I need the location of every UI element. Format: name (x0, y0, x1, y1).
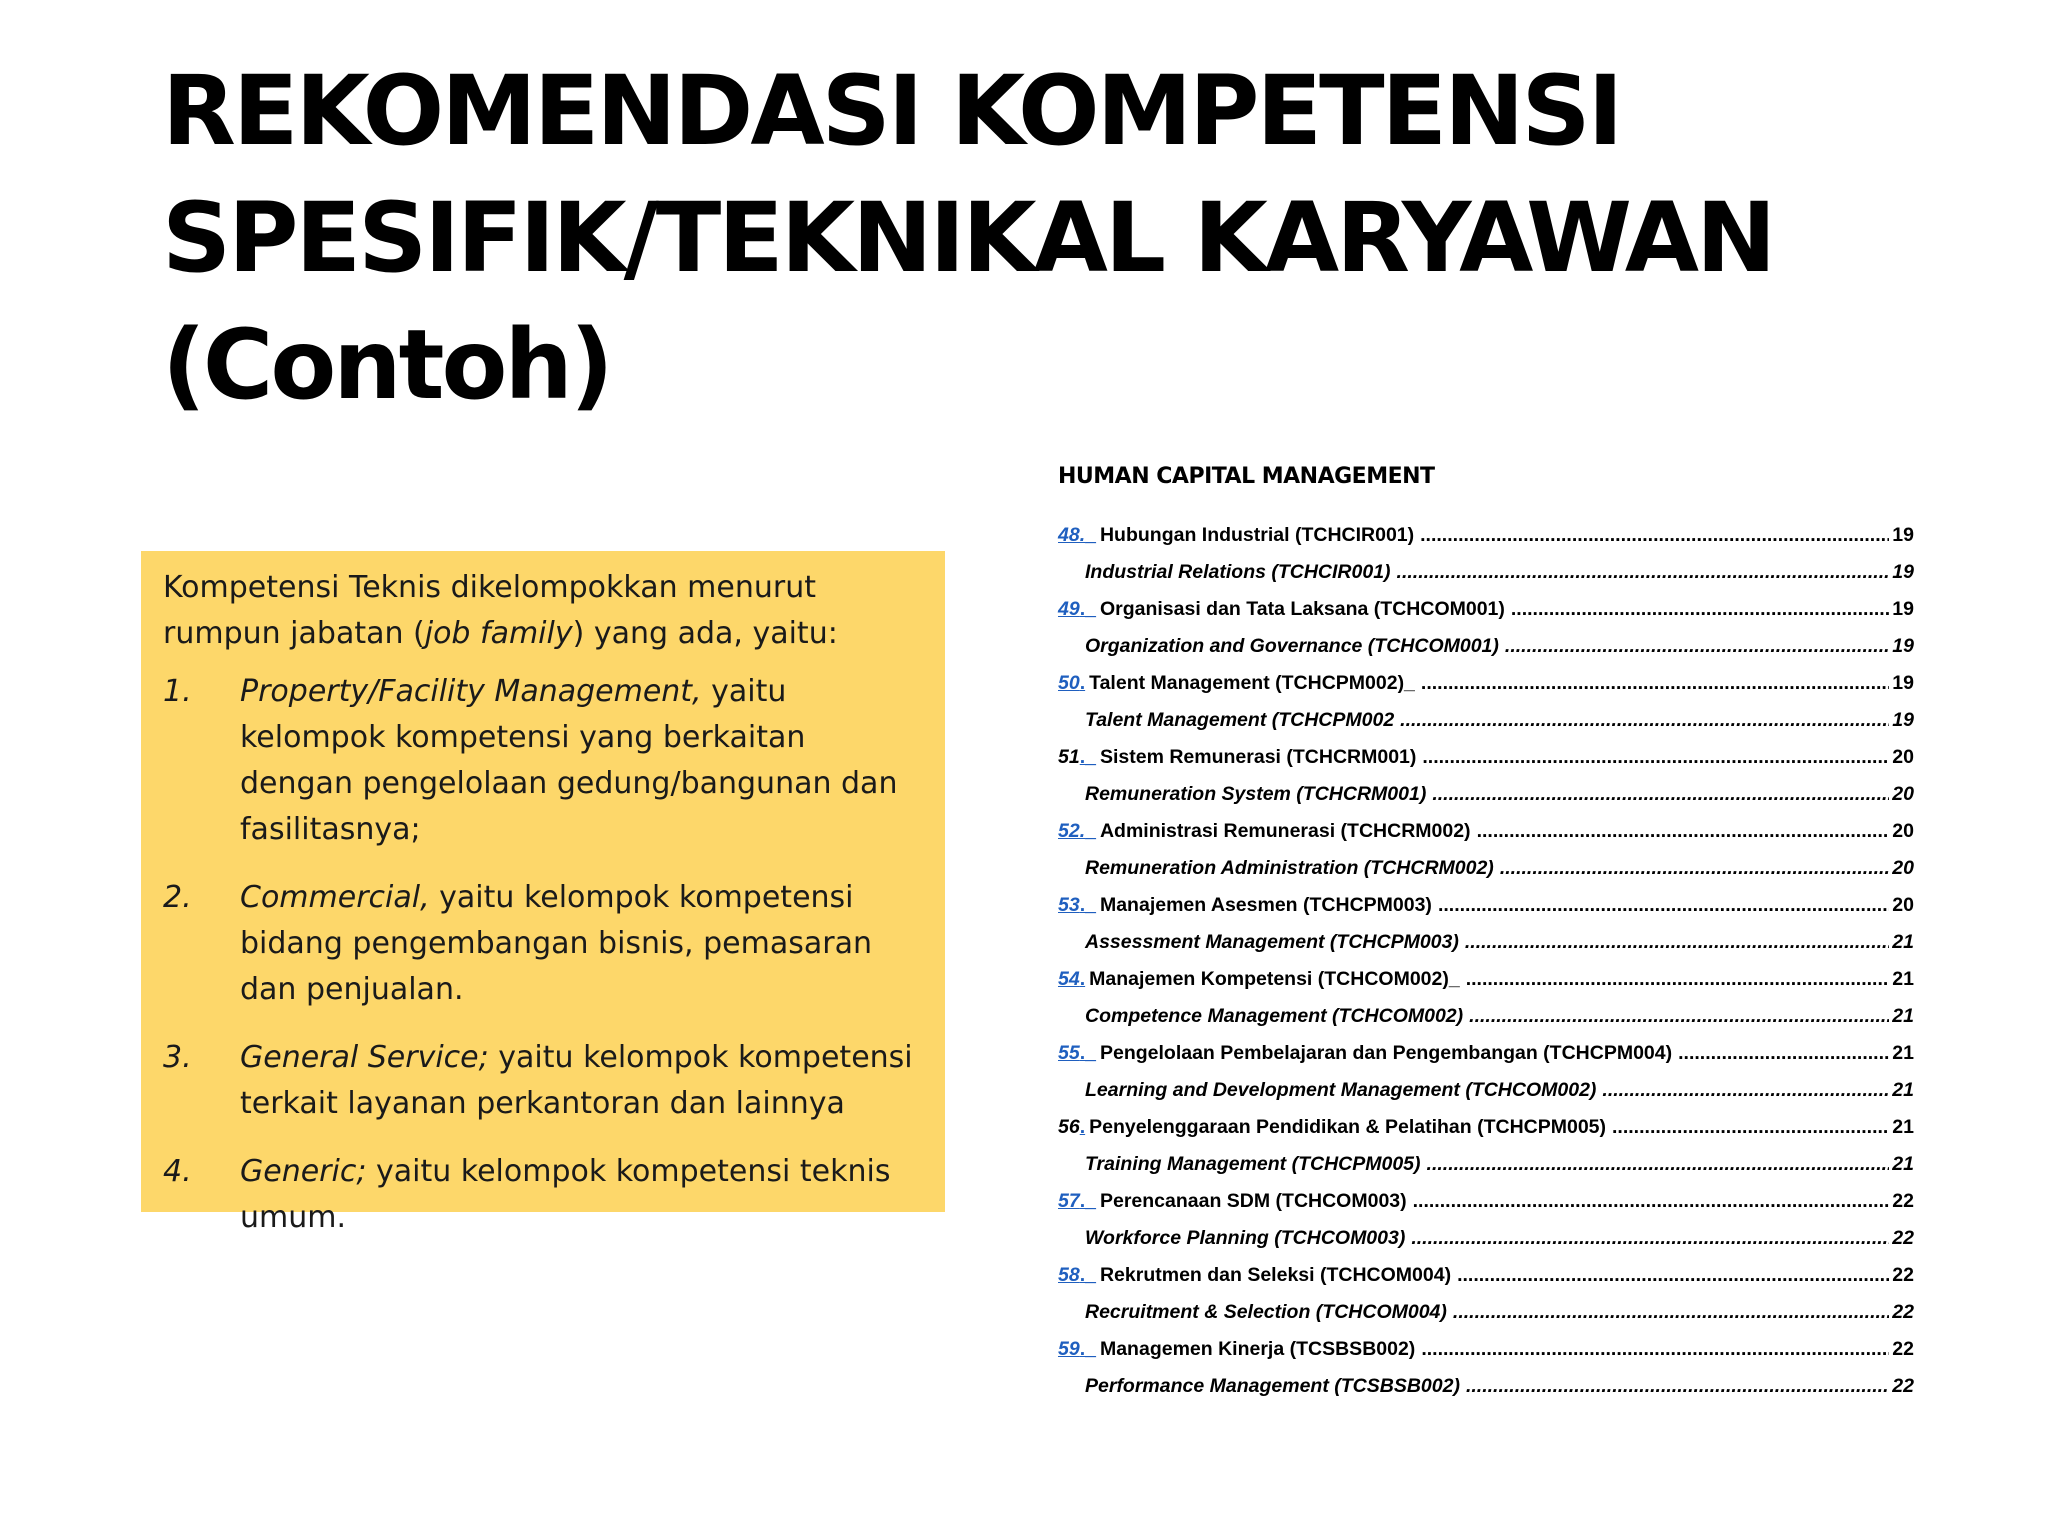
toc-dot-leader (1505, 628, 1889, 665)
toc-entry-number-link[interactable]: 53 (1058, 894, 1080, 916)
toc-entry-number-link[interactable]: 59 (1058, 1338, 1080, 1360)
toc-page-number: 21 (1892, 1042, 1914, 1064)
list-item-number: 2. (163, 880, 192, 915)
toc-entry-english[interactable] (1058, 1146, 1914, 1183)
list-item-term: Generic; (240, 1154, 367, 1189)
toc-entry-english[interactable] (1058, 1368, 1914, 1405)
toc-dot-leader (1466, 961, 1890, 998)
toc-page-number: 19 (1892, 672, 1914, 694)
list-item-number: 3. (163, 1040, 192, 1075)
toc-entry-separator: ._ (1079, 1338, 1096, 1360)
toc-entry-label: Talent Management (TCHCPM002 (1085, 709, 1395, 731)
toc-entry-label: Administrasi Remunerasi (TCHCRM002) (1099, 820, 1471, 842)
list-item-number: 1. (163, 674, 192, 709)
toc-dot-leader (1420, 517, 1889, 554)
toc-entry-number-link[interactable]: 55 (1058, 1042, 1080, 1064)
toc-entry-english[interactable] (1058, 554, 1914, 591)
toc-entry-separator: ._ (1079, 1042, 1096, 1064)
toc-entry-label: Industrial Relations (TCHCIR001) (1085, 561, 1391, 583)
list-item (163, 669, 915, 853)
toc-page-number: 21 (1892, 1116, 1914, 1138)
job-family-list (163, 669, 915, 1241)
list-item-text: yaitu kelompok kompetensi teknis umum. (240, 1154, 891, 1235)
slide-title (162, 48, 1922, 429)
toc-entry-english[interactable] (1058, 628, 1914, 665)
list-item (163, 875, 915, 1013)
toc-dot-leader (1466, 1368, 1889, 1405)
intro-text-part-2: ) yang ada, yaitu: (572, 616, 838, 651)
toc-page-number: 21 (1892, 968, 1914, 990)
toc-dot-leader (1612, 1109, 1889, 1146)
list-item-number: 4. (163, 1154, 192, 1189)
toc-page-number: 22 (1892, 1227, 1914, 1249)
toc-entry-label: Managemen Kinerja (TCSBSB002) (1099, 1338, 1416, 1360)
toc-entry-english[interactable] (1058, 850, 1914, 887)
toc-entry-english[interactable] (1058, 702, 1914, 739)
toc-entry-label: Penyelenggaraan Pendidikan & Pelatihan (TCHCPM005) (1089, 1116, 1607, 1138)
toc-dot-leader (1457, 1257, 1889, 1294)
toc-entry-label: Manajemen Asesmen (TCHCPM003) (1099, 894, 1432, 916)
toc-page-number: 21 (1892, 931, 1914, 953)
toc-entry-label: Rekrutmen dan Seleksi (TCHCOM004) (1099, 1264, 1452, 1286)
toc-entry-separator: ._ (1079, 746, 1096, 768)
toc-entry-english[interactable] (1058, 924, 1914, 961)
toc-dot-leader (1400, 702, 1889, 739)
toc-page-number: 22 (1892, 1338, 1914, 1360)
toc-dot-leader (1397, 554, 1890, 591)
toc-entry[interactable] (1058, 813, 1914, 850)
toc-entry[interactable] (1058, 591, 1914, 628)
toc-entry-separator: . (1079, 672, 1086, 694)
toc-dot-leader (1411, 1220, 1889, 1257)
toc-entry-number-link[interactable]: 48. (1058, 524, 1086, 546)
toc-page-number: 19 (1892, 635, 1914, 657)
toc-entry-english[interactable] (1058, 1072, 1914, 1109)
list-item-term: General Service; (240, 1040, 489, 1075)
toc-dot-leader (1511, 591, 1889, 628)
toc-heading: HUMAN CAPITAL MANAGEMENT (1058, 464, 1435, 489)
toc-page-number: 20 (1892, 783, 1914, 805)
toc-entry-label: Training Management (TCHCPM005) (1085, 1153, 1421, 1175)
toc-entry[interactable] (1058, 1109, 1914, 1146)
toc-page-number: 19 (1892, 598, 1914, 620)
list-item-text: yaitu kelompok kompetensi terkait layanan perkantoran dan lainnya (240, 1040, 913, 1121)
toc-page-number: 21 (1892, 1079, 1914, 1101)
toc-entry-label: Workforce Planning (TCHCOM003) (1085, 1227, 1406, 1249)
toc-entry-label: Recruitment & Selection (TCHCOM004) (1085, 1301, 1447, 1323)
toc-page-number: 22 (1892, 1190, 1914, 1212)
toc-entry-number-link[interactable]: 52. (1058, 820, 1086, 842)
list-item (163, 1149, 915, 1241)
toc-dot-leader (1421, 1331, 1889, 1368)
toc-dot-leader (1477, 813, 1890, 850)
toc-entry-separator: _ (1085, 524, 1096, 546)
list-item-term: Property/Facility Management, (240, 674, 702, 709)
toc-entry-label: Manajemen Kompetensi (TCHCOM002)_ (1089, 968, 1460, 990)
toc-entry-separator: ._ (1079, 1190, 1096, 1212)
list-item-term: Commercial, (240, 880, 430, 915)
intro-text-emphasis: job family (424, 616, 573, 651)
toc-dot-leader (1438, 887, 1889, 924)
toc-entry-separator: ._ (1079, 1264, 1096, 1286)
toc-entry[interactable] (1058, 739, 1914, 776)
slide-title-line-3: (Contoh) (162, 309, 611, 421)
toc-entry-label: Competence Management (TCHCOM002) (1085, 1005, 1464, 1027)
slide-title-line-1: REKOMENDASI KOMPETENSI (162, 55, 1621, 167)
toc-entry-separator: . (1079, 1116, 1086, 1138)
toc-dot-leader (1422, 739, 1889, 776)
slide-title-line-2: SPESIFIK/TEKNIKAL KARYAWAN (162, 182, 1774, 294)
toc-entry-number-link[interactable]: 54 (1058, 968, 1080, 990)
list-item (163, 1035, 915, 1127)
toc-page-number: 20 (1892, 746, 1914, 768)
toc-entry-number-link[interactable]: 56 (1058, 1116, 1080, 1138)
toc-entry-label: Organization and Governance (TCHCOM001) (1085, 635, 1499, 657)
toc-entries (1058, 517, 1914, 1405)
toc-entry-separator: ._ (1079, 598, 1096, 620)
toc-page-number: 20 (1892, 894, 1914, 916)
toc-entry[interactable] (1058, 1035, 1914, 1072)
toc-page-number: 22 (1892, 1301, 1914, 1323)
toc-dot-leader (1453, 1294, 1889, 1331)
toc-dot-leader (1500, 850, 1889, 887)
intro-text (163, 565, 915, 657)
toc-entry-number-link[interactable]: 57 (1058, 1190, 1080, 1212)
toc-entry[interactable] (1058, 1183, 1914, 1220)
toc-entry-english[interactable] (1058, 1220, 1914, 1257)
toc-entry-label: Assessment Management (TCHCPM003) (1085, 931, 1459, 953)
toc-entry-label: Hubungan Industrial (TCHCIR001) (1099, 524, 1415, 546)
toc-entry-number-link[interactable]: 51 (1058, 746, 1080, 768)
table-of-contents (1058, 455, 1914, 1405)
toc-entry-number-link[interactable]: 49 (1058, 598, 1080, 620)
toc-entry-number-link[interactable]: 58 (1058, 1264, 1080, 1286)
toc-page-number: 19 (1892, 524, 1914, 546)
toc-dot-leader (1432, 776, 1889, 813)
toc-entry-english[interactable] (1058, 1294, 1914, 1331)
toc-dot-leader (1465, 924, 1889, 961)
toc-page-number: 21 (1892, 1153, 1914, 1175)
toc-page-number: 19 (1892, 709, 1914, 731)
toc-entry[interactable] (1058, 1331, 1914, 1368)
toc-entry-separator: . (1079, 968, 1086, 990)
toc-entry[interactable] (1058, 665, 1914, 702)
toc-page-number: 21 (1892, 1005, 1914, 1027)
toc-entry-label: Performance Management (TCSBSB002) (1085, 1375, 1460, 1397)
toc-dot-leader (1427, 1146, 1890, 1183)
toc-page-number: 22 (1892, 1264, 1914, 1286)
competency-info-box (141, 551, 945, 1235)
toc-entry[interactable] (1058, 517, 1914, 554)
toc-entry-separator: ._ (1079, 894, 1096, 916)
toc-entry-label: Organisasi dan Tata Laksana (TCHCOM001) (1099, 598, 1505, 620)
toc-dot-leader (1421, 665, 1889, 702)
toc-entry-label: Remuneration Administration (TCHCRM002) (1085, 857, 1494, 879)
toc-entry-separator: _ (1085, 820, 1096, 842)
toc-entry-english[interactable] (1058, 998, 1914, 1035)
intro-text-part-1: Kompetensi Teknis dikelompokkan menurut rumpun jabatan ( (163, 570, 816, 651)
toc-page-number: 20 (1892, 857, 1914, 879)
list-item-text: yaitu kelompok kompetensi yang berkaitan dengan pengelolaan gedung/bangunan dan fasilitasnya; (240, 674, 898, 847)
toc-entry[interactable] (1058, 961, 1914, 998)
toc-entry-english[interactable] (1058, 776, 1914, 813)
toc-entry-label: Remuneration System (TCHCRM001) (1085, 783, 1427, 805)
toc-page-number: 20 (1892, 820, 1914, 842)
toc-page-number: 22 (1892, 1375, 1914, 1397)
list-item-text: yaitu kelompok kompetensi bidang pengembangan bisnis, pemasaran dan penjualan. (240, 880, 872, 1007)
toc-dot-leader (1469, 998, 1889, 1035)
toc-dot-leader (1413, 1183, 1890, 1220)
toc-entry-label: Perencanaan SDM (TCHCOM003) (1099, 1190, 1407, 1212)
toc-page-number: 19 (1892, 561, 1914, 583)
toc-entry-label: Talent Management (TCHCPM002)_ (1089, 672, 1415, 694)
toc-entry-label: Learning and Development Management (TCHCOM002) (1085, 1079, 1597, 1101)
toc-entry-label: Pengelolaan Pembelajaran dan Pengembangan (TCHCPM004) (1099, 1042, 1673, 1064)
toc-dot-leader (1602, 1072, 1889, 1109)
toc-entry[interactable] (1058, 1257, 1914, 1294)
toc-entry[interactable] (1058, 887, 1914, 924)
toc-entry-number-link[interactable]: 50 (1058, 672, 1080, 694)
toc-dot-leader (1678, 1035, 1889, 1072)
toc-entry-label: Sistem Remunerasi (TCHCRM001) (1099, 746, 1417, 768)
